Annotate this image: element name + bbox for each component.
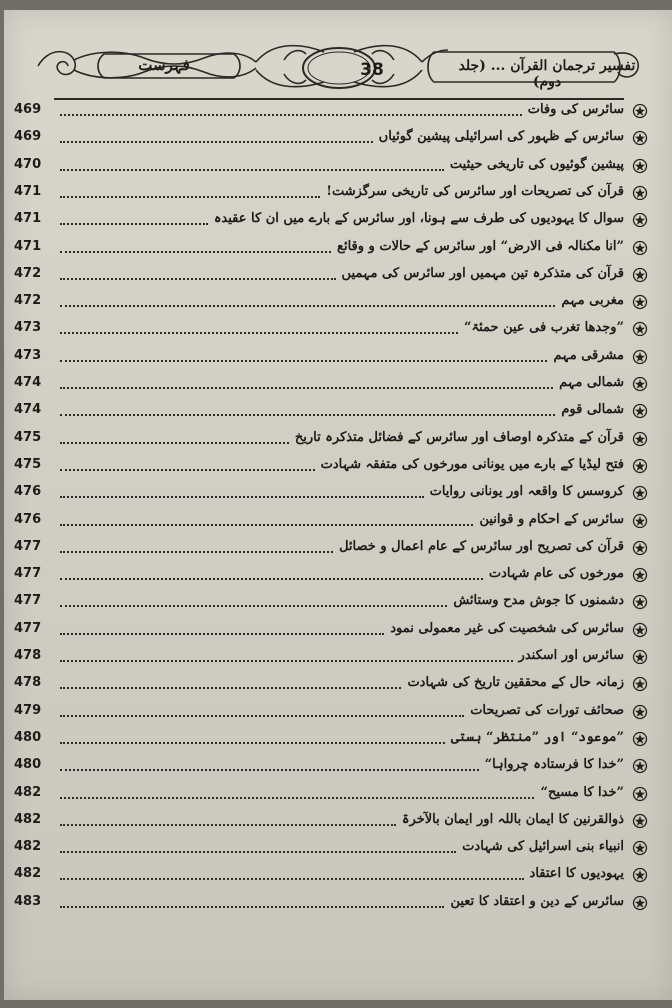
toc-leader-dots	[60, 578, 483, 580]
toc-entry	[4, 400, 672, 424]
toc-leader-dots	[60, 387, 553, 389]
toc-entry	[4, 155, 672, 179]
toc-entry-title: شمالی قوم	[561, 402, 624, 418]
toc-page-number: 475	[14, 456, 42, 472]
toc-entry	[4, 318, 672, 342]
toc-page-number: 470	[14, 156, 42, 172]
toc-entry	[4, 783, 672, 807]
toc-page-number: 473	[14, 347, 42, 363]
flower-bullet-icon	[632, 594, 648, 610]
toc-leader-dots	[60, 414, 555, 416]
toc-entry-title: زمانہ حال کے محققین تاریخ کی شہادت	[407, 675, 624, 691]
flower-bullet-icon	[632, 267, 648, 283]
toc-entry-title: سائرس کے دین و اعتقاد کا تعین	[450, 893, 624, 909]
toc-page-number: 472	[14, 265, 42, 281]
toc-page-number: 471	[14, 238, 42, 254]
toc-leader-dots	[60, 251, 331, 253]
toc-entry	[4, 100, 672, 124]
toc-entry-title: سائرس اور اسکندر	[518, 648, 624, 663]
flower-bullet-icon	[632, 704, 648, 720]
flower-bullet-icon	[632, 731, 648, 747]
flower-bullet-icon	[632, 786, 648, 802]
flower-bullet-icon	[632, 403, 648, 419]
toc-page-number: 482	[14, 784, 42, 800]
toc-entry-title: انبیاء بنی اسرائیل کی شہادت	[462, 839, 624, 855]
toc-entry	[4, 428, 672, 452]
flower-bullet-icon	[632, 485, 648, 501]
toc-page-number: 477	[14, 566, 42, 582]
toc-entry-title: قرآن کی تصریحات اور سائرس کی تاریخی سرگزشت!	[326, 183, 624, 199]
flower-bullet-icon	[632, 540, 648, 556]
toc-entry	[4, 728, 672, 752]
flower-bullet-icon	[632, 212, 648, 228]
flower-bullet-icon	[632, 185, 648, 201]
toc-page-number: 477	[14, 593, 42, 609]
toc-entry	[4, 892, 672, 916]
toc-entry-title: قرآن کے متذکرہ اوصاف اور سائرس کے فضائل متذکرہ تاریخ	[294, 429, 624, 445]
flower-bullet-icon	[632, 431, 648, 447]
toc-leader-dots	[60, 360, 547, 362]
toc-leader-dots	[60, 278, 336, 280]
toc-entry	[4, 182, 672, 206]
toc-page-number: 477	[14, 538, 42, 554]
toc-leader-dots	[60, 332, 458, 334]
toc-page-number: 482	[14, 866, 42, 882]
toc-leader-dots	[60, 169, 444, 171]
flower-bullet-icon	[632, 349, 648, 365]
flower-bullet-icon	[632, 376, 648, 392]
toc-entry-title: فتح لیڈیا کے بارے میں یونانی مورخوں کی متفقہ شہادت	[320, 456, 624, 472]
toc-entry	[4, 810, 672, 834]
toc-entry-title: مورخوں کی عام شہادت	[488, 566, 624, 582]
toc-entry	[4, 291, 672, 315]
toc-entry-title: قرآن کی متذکرہ تین مہمیں اور سائرس کی مہمیں	[341, 265, 624, 281]
toc-leader-dots	[60, 906, 444, 908]
toc-entry	[4, 564, 672, 588]
toc-entry	[4, 646, 672, 670]
flower-bullet-icon	[632, 622, 648, 638]
toc-entry	[4, 482, 672, 506]
toc-entry-title: سوال کا یہودیوں کی طرف سے ہونا، اور سائرس کے بارے میں ان کا عقیدہ	[213, 211, 624, 227]
toc-leader-dots	[60, 605, 447, 607]
flower-bullet-icon	[632, 813, 648, 829]
toc-page-number: 469	[14, 129, 42, 145]
toc-leader-dots	[60, 223, 208, 225]
flower-bullet-icon	[632, 294, 648, 310]
flower-bullet-icon	[632, 567, 648, 583]
running-title: تفسیر ترجمان القرآن ... (جلد دوم)	[458, 58, 636, 90]
toc-entry-title: ذوالقرنین کا ایمان باللہ اور ایمان بالآخرۃ	[401, 811, 624, 827]
toc-leader-dots	[60, 114, 522, 116]
toc-leader-dots	[60, 469, 315, 471]
toc-entry-title: مشرقی مہم	[553, 347, 624, 363]
toc-entry	[4, 619, 672, 643]
toc-page-number: 480	[14, 757, 42, 773]
toc-entry-title: مغربی مہم	[561, 293, 624, 309]
toc-page-number: 479	[14, 702, 42, 718]
toc-entry-title: سائرس کے احکام و قوانین	[479, 511, 624, 527]
flower-bullet-icon	[632, 240, 648, 256]
toc-page-number: 478	[14, 675, 42, 691]
page-header	[34, 40, 644, 98]
toc-page-number: 482	[14, 811, 42, 827]
toc-leader-dots	[60, 687, 401, 689]
flower-bullet-icon	[632, 130, 648, 146]
toc-leader-dots	[60, 633, 384, 635]
toc-entry	[4, 510, 672, 534]
toc-entry	[4, 755, 672, 779]
toc-entry-title: ”خدا کا فرستادہ چرواہا“	[484, 757, 624, 773]
flower-bullet-icon	[632, 158, 648, 174]
toc-leader-dots	[60, 769, 479, 771]
toc-page-number: 476	[14, 511, 42, 527]
toc-entry	[4, 864, 672, 888]
toc-entry	[4, 537, 672, 561]
toc-leader-dots	[60, 660, 513, 662]
toc-page-number: 474	[14, 375, 42, 390]
toc-entry-title: ”موعود“ اور ”منتظر“ ہستی	[451, 729, 624, 745]
toc-entry-title: سائرس کے ظہور کی اسرائیلی پیشین گوئیاں	[378, 129, 624, 145]
toc-entry	[4, 591, 672, 615]
toc-entry-title: سائرس کی وفات	[527, 102, 624, 117]
toc-leader-dots	[60, 824, 396, 826]
flower-bullet-icon	[632, 895, 648, 911]
toc-entry	[4, 264, 672, 288]
toc-leader-dots	[60, 141, 373, 143]
toc-entry	[4, 346, 672, 370]
section-title: فہرست	[138, 56, 190, 74]
toc-entry-title: ”خدا کا مسیح“	[540, 784, 624, 800]
toc-entry-title: صحائف تورات کی تصریحات	[470, 702, 624, 718]
toc-entry-title: یہودیوں کا اعتقاد	[529, 866, 624, 882]
flower-bullet-icon	[632, 513, 648, 529]
toc-entry	[4, 673, 672, 697]
flower-bullet-icon	[632, 867, 648, 883]
toc-leader-dots	[60, 496, 424, 498]
toc-page-number: 472	[14, 293, 42, 309]
flower-bullet-icon	[632, 458, 648, 474]
flower-bullet-icon	[632, 321, 648, 337]
toc-entry	[4, 701, 672, 725]
flower-bullet-icon	[632, 676, 648, 692]
toc-page-number: 482	[14, 839, 42, 855]
toc-leader-dots	[60, 742, 445, 744]
toc-entry-title: سائرس کی شخصیت کی غیر معمولی نمود	[390, 620, 624, 636]
toc-page-number: 483	[14, 893, 42, 909]
toc-page-number: 480	[14, 729, 42, 745]
toc-leader-dots	[60, 715, 464, 717]
toc-page-number: 475	[14, 429, 42, 445]
toc-entry-title: پیشین گوئیوں کی تاریخی حیثیت	[449, 156, 624, 172]
flower-bullet-icon	[632, 103, 648, 119]
toc-entry	[4, 837, 672, 861]
toc-page-number: 476	[14, 484, 42, 500]
toc-page-number: 471	[14, 183, 42, 199]
toc-entry	[4, 209, 672, 233]
toc-leader-dots	[60, 851, 456, 853]
toc-entry	[4, 373, 672, 397]
toc-page-number: 478	[14, 648, 42, 663]
toc-leader-dots	[60, 878, 524, 880]
toc-entry-title: ”وجدھا تغرب فی عین حمئۃ“	[463, 320, 624, 336]
toc-leader-dots	[60, 524, 473, 526]
toc-entry-title: کروسس کا واقعہ اور یونانی روایات	[429, 484, 624, 500]
toc-leader-dots	[60, 551, 333, 553]
toc-leader-dots	[60, 442, 289, 444]
toc-page-number: 473	[14, 320, 42, 336]
toc-entry-title: قرآن کی تصریح اور سائرس کے عام اعمال و خصائل	[339, 538, 624, 554]
toc-page-number: 474	[14, 402, 42, 418]
page-number: 38	[360, 60, 384, 80]
toc-entry	[4, 127, 672, 151]
toc-entry-title: شمالی مہم	[559, 375, 624, 390]
toc-leader-dots	[60, 196, 320, 198]
toc-entry-title: دشمنوں کا جوش مدح وستائش	[453, 593, 624, 609]
toc-entry	[4, 455, 672, 479]
flower-bullet-icon	[632, 758, 648, 774]
flower-bullet-icon	[632, 840, 648, 856]
toc-page-number: 477	[14, 620, 42, 636]
toc-page-number: 469	[14, 102, 42, 117]
toc-entry	[4, 237, 672, 261]
toc-page-number: 471	[14, 211, 42, 227]
toc-leader-dots	[60, 305, 555, 307]
book-page	[4, 10, 672, 1000]
toc-leader-dots	[60, 797, 534, 799]
flower-bullet-icon	[632, 649, 648, 665]
toc-entry-title: ”انا مکنالہ فی الارض“ اور سائرس کے حالات و وقائع	[337, 238, 624, 254]
